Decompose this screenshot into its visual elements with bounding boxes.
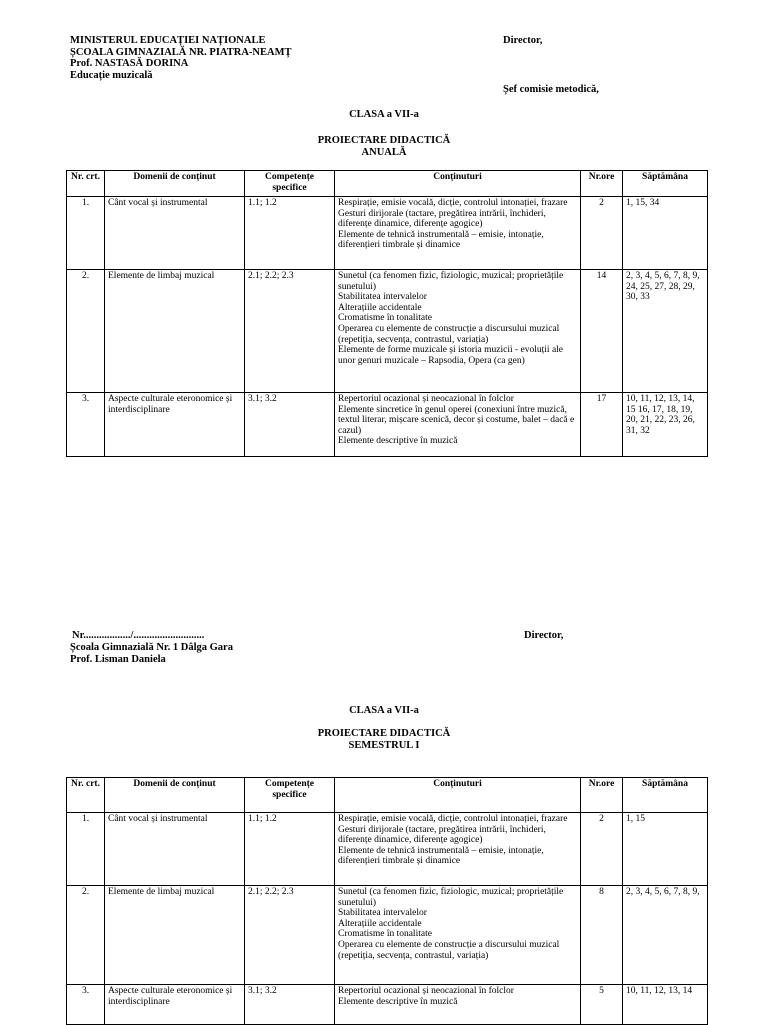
header-ore: Nr.ore <box>581 171 623 197</box>
doc1-table <box>66 170 708 457</box>
row-continuturi <box>335 886 581 985</box>
row-nr: 3. <box>67 393 105 457</box>
content-item: Respirație, emisie vocală, dicție, controlul intonației, frazare <box>338 198 568 208</box>
content-item: Elemente de tehnică instrumentală – emisie, intonație, diferențieri timbrale și dinamice <box>338 845 544 867</box>
header-line: MINISTERUL EDUCAȚIEI NAȚIONALE <box>70 35 266 46</box>
content-item: Alterațiile accidentale <box>338 918 422 929</box>
row-domeniu: Aspecte culturale eteronomice și interdisciplinare <box>105 393 245 457</box>
content-item: Cromatisme în tonalitate <box>338 929 432 940</box>
row-saptamana: 2, 3, 4, 5, 6, 7, 8, 9, <box>623 886 708 985</box>
row-continuturi <box>335 270 581 393</box>
doc2-header-left <box>70 642 233 665</box>
header-line: Prof. NASTASĂ DORINA <box>70 58 189 69</box>
header-saptamana: Săptămâna <box>623 778 708 813</box>
table-row <box>67 393 708 457</box>
header-ore: Nr.ore <box>581 778 623 813</box>
content-item: Elemente sincretice în genul operei (conexiuni între muzică, textul literar, mișcare scenică, decor și costume, balet – dacă e cazul) <box>338 404 575 436</box>
header-competente: Competențe specifice <box>245 171 335 197</box>
doc1-title: PROIECTARE DIDACTICĂ <box>317 135 451 146</box>
row-domeniu: Cânt vocal și instrumental <box>105 197 245 270</box>
doc1-clasa: CLASA a VII-a <box>349 109 419 120</box>
content-item: Repertoriul ocazional și neocazional în folclor <box>338 986 514 996</box>
row-ore: 8 <box>581 886 623 985</box>
table-row <box>67 813 708 886</box>
content-item: Elemente de tehnică instrumentală – emisie, intonație, diferențieri timbrale și dinamice <box>338 229 544 251</box>
row-domeniu: Elemente de limbaj muzical <box>105 886 245 985</box>
header-domenii: Domenii de conținut <box>105 171 245 197</box>
content-item: Gesturi dirijorale (tactare, pregătirea intrării, închideri, diferențe dinamice, diferențe agogice) <box>338 824 546 846</box>
row-continuturi <box>335 393 581 457</box>
content-item: Sunetul (ca fenomen fizic, fiziologic, muzical; proprietățile sunetului) <box>338 887 564 908</box>
row-ore: 14 <box>581 270 623 393</box>
row-competente: 1.1; 1.2 <box>245 813 335 886</box>
row-saptamana: 1, 15 <box>623 813 708 886</box>
doc2-title: PROIECTARE DIDACTICĂ <box>317 728 451 739</box>
table-row <box>67 270 708 393</box>
doc1-director: Director, <box>503 35 543 46</box>
row-saptamana: 2, 3, 4, 5, 6, 7, 8, 9, 24, 25, 27, 28, 29, 30, 33 <box>623 270 708 393</box>
content-item: Respirație, emisie vocală, dicție, controlul intonației, frazare <box>338 814 568 824</box>
row-domeniu: Cânt vocal și instrumental <box>105 813 245 886</box>
header-nr: Nr. crt. <box>67 778 105 813</box>
row-nr: 2. <box>67 270 105 393</box>
header-continuturi: Conținuturi <box>335 171 581 197</box>
row-saptamana: 10, 11, 12, 13, 14, 15 16, 17, 18, 19, 20, 21, 22, 23, 26, 31, 32 <box>623 393 708 457</box>
content-item: Operarea cu elemente de construcție a discursului muzical (repetiția, secvența, contrastul, variația) <box>338 323 560 345</box>
row-ore: 2 <box>581 197 623 270</box>
header-domenii: Domenii de conținut <box>105 778 245 813</box>
doc2-table <box>66 777 708 1025</box>
content-item: Stabilitatea intervalelor <box>338 908 427 919</box>
row-saptamana: 10, 11, 12, 13, 14 <box>623 985 708 1025</box>
table-header-row <box>67 778 708 813</box>
row-saptamana: 1, 15, 34 <box>623 197 708 270</box>
header-line: Educație muzicală <box>70 69 153 81</box>
header-line: Prof. Lisman Daniela <box>70 653 166 665</box>
content-item: Elemente de forme muzicale și istoria muzicii - evoluții ale unor genuri muzicale – Rapsodia, Opera (ca gen) <box>338 345 564 366</box>
row-competente: 2.1; 2.2; 2.3 <box>245 270 335 393</box>
row-nr: 1. <box>67 197 105 270</box>
content-item: Repertoriul ocazional și neocazional în folclor <box>338 394 514 404</box>
row-domeniu: Elemente de limbaj muzical <box>105 270 245 393</box>
header-competente: Competențe specifice <box>245 778 335 813</box>
header-line: ȘCOALA GIMNAZIALĂ NR. PIATRA-NEAMȚ <box>70 46 292 58</box>
doc1-sef-comisie: Șef comisie metodică, <box>503 84 599 95</box>
table-row <box>67 197 708 270</box>
row-nr: 3. <box>67 985 105 1025</box>
row-continuturi <box>335 985 581 1025</box>
content-item: Elemente descriptive în muzică <box>338 996 458 1007</box>
header-nr: Nr. crt. <box>67 171 105 197</box>
row-ore: 17 <box>581 393 623 457</box>
row-competente: 3.1; 3.2 <box>245 393 335 457</box>
row-continuturi <box>335 197 581 270</box>
table-row <box>67 886 708 985</box>
doc2-nr-line: Nr................../........................... <box>72 630 205 641</box>
doc2-subtitle: SEMESTRUL I <box>348 740 420 751</box>
content-item: Cromatisme în tonalitate <box>338 313 432 324</box>
doc1-subtitle: ANUALĂ <box>361 147 407 158</box>
row-ore: 2 <box>581 813 623 886</box>
row-competente: 2.1; 2.2; 2.3 <box>245 886 335 985</box>
table-row <box>67 985 708 1025</box>
content-item: Operarea cu elemente de construcție a discursului muzical (repetiția, secvența, contrastul, variația) <box>338 939 560 961</box>
content-item: Elemente descriptive în muzică <box>338 436 458 447</box>
content-item: Gesturi dirijorale (tactare, pregătirea intrării, închideri, diferențe dinamice, diferențe agogice) <box>338 208 546 230</box>
row-competente: 1.1; 1.2 <box>245 197 335 270</box>
table-header-row <box>67 171 708 197</box>
row-nr: 1. <box>67 813 105 886</box>
row-continuturi <box>335 813 581 886</box>
content-item: Sunetul (ca fenomen fizic, fiziologic, muzical; proprietățile sunetului) <box>338 271 564 292</box>
row-competente: 3.1; 3.2 <box>245 985 335 1025</box>
header-continuturi: Conținuturi <box>335 778 581 813</box>
doc2-director: Director, <box>524 630 564 641</box>
header-line: Școala Gimnazială Nr. 1 Dâlga Gara <box>70 642 233 653</box>
row-ore: 5 <box>581 985 623 1025</box>
header-saptamana: Săptămâna <box>623 171 708 197</box>
content-item: Alterațiile accidentale <box>338 302 422 313</box>
content-item: Stabilitatea intervalelor <box>338 292 427 303</box>
doc2-clasa: CLASA a VII-a <box>349 705 419 716</box>
row-nr: 2. <box>67 886 105 985</box>
row-domeniu: Aspecte culturale eteronomice și interdisciplinare <box>105 985 245 1025</box>
doc1-header-left <box>70 35 291 81</box>
